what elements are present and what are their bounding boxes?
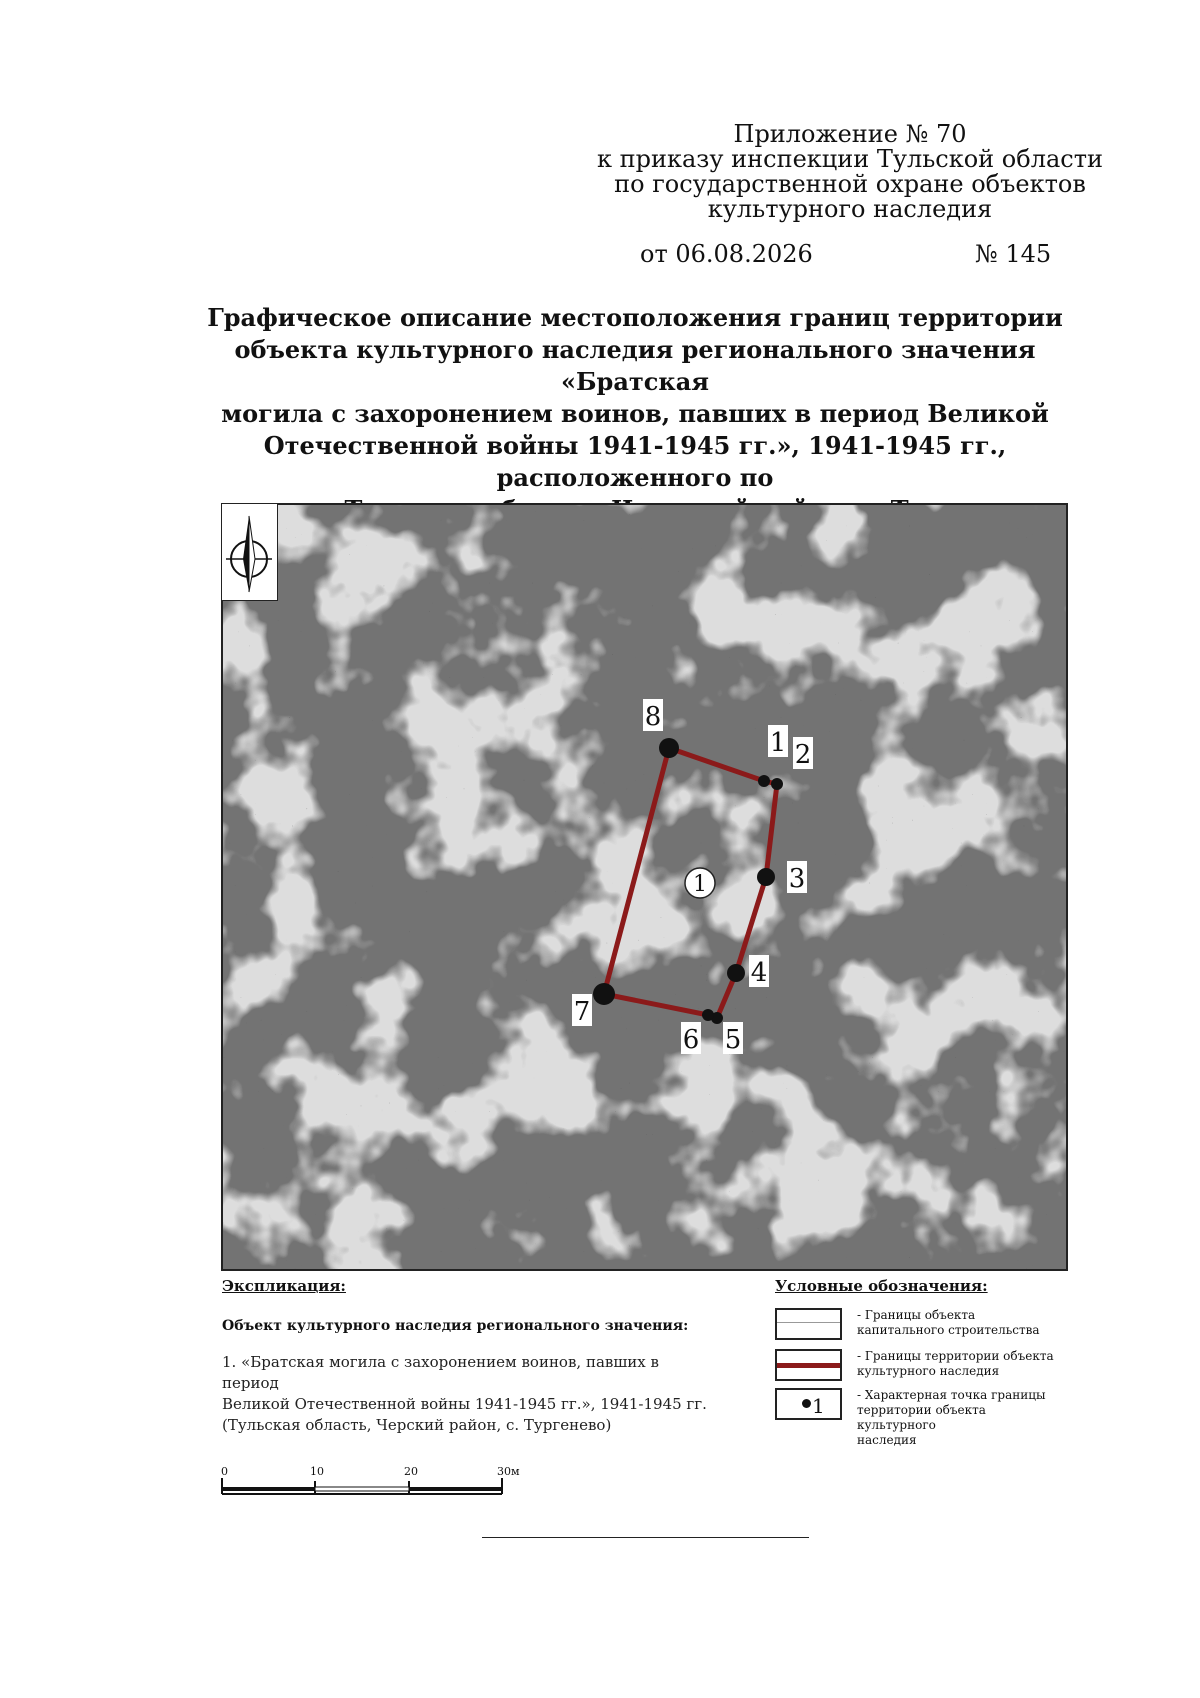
point-label-2: 2 — [794, 740, 812, 770]
boundary-point-8 — [659, 738, 679, 758]
scale-label: 20 — [404, 1465, 418, 1478]
scale-graphic — [221, 1478, 503, 1508]
explication-line: 1. «Братская могила с захоронением воинов, павших в период — [222, 1353, 659, 1392]
legend-heading: Условные обозначения: — [775, 1277, 988, 1295]
point-label-7: 7 — [573, 997, 591, 1027]
appendix-line: по государственной охране объектов — [614, 170, 1086, 198]
title-line: Графическое описание местоположения границ территории — [207, 303, 1063, 332]
title-line: Отечественной войны 1941-1945 гг.», 1941-1945 гг., расположенного по — [263, 431, 1007, 492]
explication-heading: Экспликация: — [222, 1277, 346, 1295]
terrain-dark-specks — [223, 505, 1066, 1269]
point-label-6: 6 — [682, 1025, 700, 1055]
north-arrow-icon — [222, 504, 277, 600]
explication-line: Великой Отечественной войны 1941-1945 гг.», 1941-1945 гг. — [222, 1395, 707, 1413]
order-number: № 145 — [975, 240, 1052, 268]
title-line: объекта культурного наследия регионального значения «Братская — [234, 335, 1036, 396]
bottom-rule — [482, 1537, 809, 1538]
boundary-point-2 — [771, 778, 783, 790]
boundary-point-3 — [757, 868, 775, 886]
compass-box — [222, 504, 278, 601]
legend-text: - Границы объекта капитального строительства — [857, 1308, 1040, 1337]
title-line: могила с захоронением воинов, павших в период Великой — [221, 399, 1049, 428]
appendix-line: к приказу инспекции Тульской области — [597, 145, 1103, 173]
legend-symbol-red-line — [775, 1349, 842, 1381]
point-label-3: 3 — [788, 864, 806, 894]
legend-symbol-point: 1 — [775, 1388, 842, 1420]
point-dot-icon — [802, 1399, 811, 1408]
point-label-8: 8 — [644, 702, 662, 732]
scale-label: 30м — [497, 1465, 520, 1478]
scale-label: 0 — [221, 1465, 228, 1478]
object-marker — [685, 868, 715, 898]
map-frame — [221, 503, 1068, 1271]
boundary-point-1 — [758, 775, 770, 787]
boundary-point-7 — [593, 983, 615, 1005]
legend-symbol-white-box — [775, 1308, 842, 1340]
point-label-4: 4 — [750, 958, 768, 988]
legend-text: - Характерная точка границы территории объекта культурного наследия — [857, 1388, 1046, 1447]
appendix-line: Приложение № 70 — [733, 120, 967, 148]
boundary-point-6 — [702, 1009, 714, 1021]
legend-text: - Границы территории объекта культурного наследия — [857, 1349, 1054, 1378]
explication-line: (Тульская область, Черский район, с. Тургенево) — [222, 1416, 612, 1434]
scale-label: 10 — [310, 1465, 324, 1478]
object-marker-label: 1 — [693, 872, 707, 897]
explication-text — [222, 1352, 712, 1436]
page-title — [170, 302, 1100, 526]
explication-subheading: Объект культурного наследия регионального значения: — [222, 1318, 689, 1334]
appendix-line: культурного наследия — [707, 195, 993, 223]
order-date: от 06.08.2026 — [640, 240, 813, 268]
map-canvas — [223, 505, 1066, 1269]
point-label-5: 5 — [724, 1025, 742, 1055]
point-label-1: 1 — [769, 728, 787, 758]
boundary-point-4 — [727, 964, 745, 982]
appendix-block — [590, 122, 1110, 222]
